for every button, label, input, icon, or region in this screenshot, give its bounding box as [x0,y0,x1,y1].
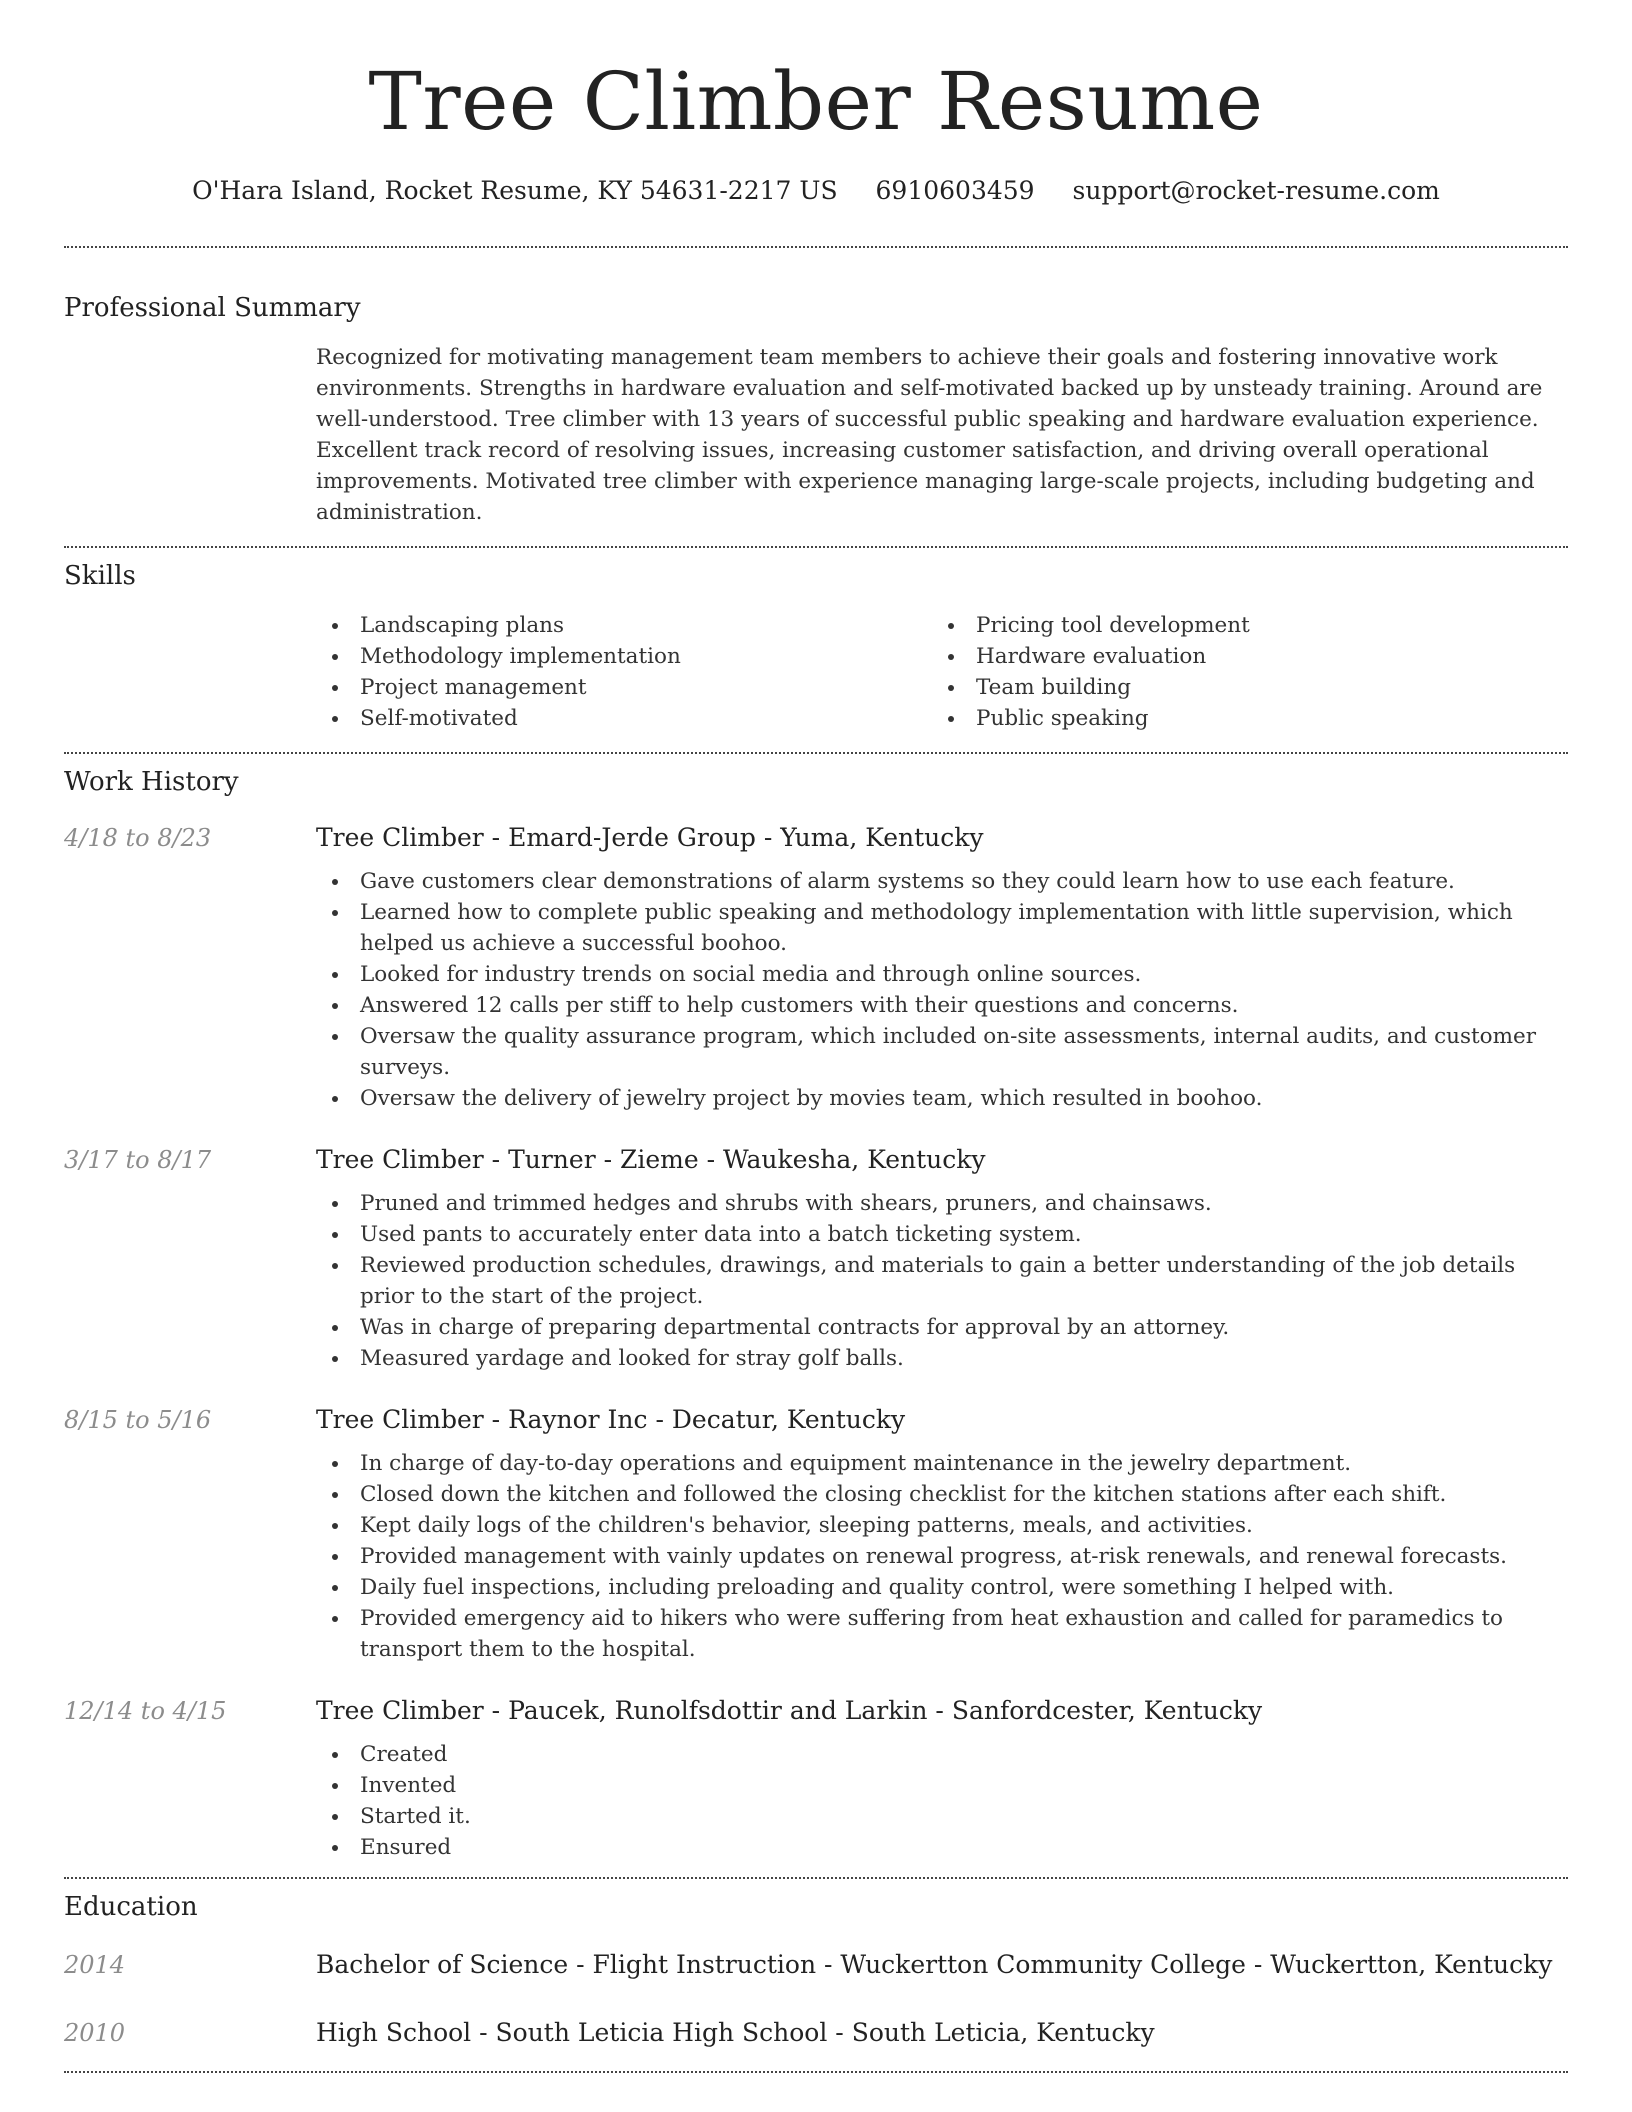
education-entry [64,2015,1568,2051]
job-bullet: Oversaw the delivery of jewelry project by movies team, which resulted in boohoo. [316,1083,1568,1114]
job-bullet: Pruned and trimmed hedges and shrubs with shears, pruners, and chainsaws. [316,1188,1568,1219]
job-entry [64,1693,1568,1863]
job-bullet: Provided emergency aid to hikers who were suffering from heat exhaustion and called for paramedics to transport them to the hospital. [316,1603,1568,1665]
job-bullets [316,866,1568,1114]
skills-section [316,610,1568,734]
job-bullet: Learned how to complete public speaking and methodology implementation with little supervision, which helped us achieve a successful boohoo. [316,897,1568,959]
job-bullet: Used pants to accurately enter data into a batch ticketing system. [316,1219,1568,1250]
education-text: High School - South Leticia High School - South Leticia, Kentucky [316,2018,1155,2047]
job-bullet: Invented [316,1770,1568,1801]
contact-line [64,174,1568,208]
job-heading: Tree Climber - Raynor Inc - Decatur, Kentucky [316,1405,906,1434]
job-bullet: Answered 12 calls per stiff to help customers with their questions and concerns. [316,990,1568,1021]
skill-item: Team building [932,672,1548,703]
job-bullet: Kept daily logs of the children's behavior, sleeping patterns, meals, and activities. [316,1510,1568,1541]
job-heading: Tree Climber - Turner - Zieme - Waukesha, Kentucky [316,1145,986,1174]
divider [64,546,1568,548]
divider [64,246,1568,248]
job-dates: 12/14 to 4/15 [64,1697,227,1725]
job-bullet: Measured yardage and looked for stray golf balls. [316,1343,1568,1374]
education-year: 2010 [64,2019,126,2047]
education-text: Bachelor of Science - Flight Instruction - Wuckertton Community College - Wuckertton, Kentucky [316,1950,1553,1979]
job-bullet: In charge of day-to-day operations and equipment maintenance in the jewelry department. [316,1448,1568,1479]
address: O'Hara Island, Rocket Resume, KY 54631-2217 US [192,176,838,205]
job-bullet: Gave customers clear demonstrations of alarm systems so they could learn how to use each feature. [316,866,1568,897]
divider [64,752,1568,754]
skill-item: Project management [316,672,932,703]
job-bullet: Oversaw the quality assurance program, which included on-site assessments, internal audits, and customer surveys. [316,1021,1568,1083]
summary-heading: Professional Summary [64,293,361,323]
job-bullet: Closed down the kitchen and followed the closing checklist for the kitchen stations after each shift. [316,1479,1568,1510]
education-entry [64,1947,1568,1983]
job-dates: 3/17 to 8/17 [64,1146,212,1174]
job-bullet: Reviewed production schedules, drawings, and materials to gain a better understanding of the job details prior to the start of the project. [316,1250,1568,1312]
job-bullet: Created [316,1739,1568,1770]
job-bullets [316,1739,1568,1863]
job-dates: 4/18 to 8/23 [64,824,212,852]
summary-section [316,342,1568,528]
summary-text: Recognized for motivating management team members to achieve their goals and fostering innovative work environments. Strengths in hardware evaluation and self-motivated backed up by unsteady training. Around are well-understood. Tree climber with 13 years of successful public speaking and hardware evaluation experience. Excellent track record of resolving issues, increasing customer satisfaction, and driving overall operational improvements. Motivated tree climber with experience managing large-scale projects, including budgeting and administration. [316,345,1543,525]
job-bullet: Started it. [316,1801,1568,1832]
skill-item: Methodology implementation [316,641,932,672]
job-bullets [316,1448,1568,1665]
job-entry [64,1402,1568,1665]
skills-list-right [932,610,1548,734]
skill-item: Pricing tool development [932,610,1548,641]
work-heading: Work History [64,767,239,797]
divider [64,2071,1568,2073]
skills-list-left [316,610,932,734]
job-bullet: Was in charge of preparing departmental contracts for approval by an attorney. [316,1312,1568,1343]
education-year: 2014 [64,1951,126,1979]
skill-item: Public speaking [932,703,1548,734]
resume-title: Tree Climber Resume [368,55,1264,148]
skill-item: Self-motivated [316,703,932,734]
divider [64,1877,1568,1879]
job-entry [64,820,1568,1114]
job-heading: Tree Climber - Paucek, Runolfsdottir and Larkin - Sanfordcester, Kentucky [316,1696,1263,1725]
job-bullet: Looked for industry trends on social media and through online sources. [316,959,1568,990]
job-bullet: Ensured [316,1832,1568,1863]
job-dates: 8/15 to 5/16 [64,1406,212,1434]
skill-item: Hardware evaluation [932,641,1548,672]
job-bullet: Provided management with vainly updates on renewal progress, at-risk renewals, and renewal forecasts. [316,1541,1568,1572]
education-heading: Education [64,1892,198,1922]
skills-heading: Skills [64,561,136,591]
skill-item: Landscaping plans [316,610,932,641]
job-bullets [316,1188,1568,1374]
email: support@rocket-resume.com [1072,176,1440,205]
job-heading: Tree Climber - Emard-Jerde Group - Yuma, Kentucky [316,823,984,852]
phone: 6910603459 [875,176,1035,205]
job-bullet: Daily fuel inspections, including preloading and quality control, were something I helped with. [316,1572,1568,1603]
job-entry [64,1142,1568,1374]
